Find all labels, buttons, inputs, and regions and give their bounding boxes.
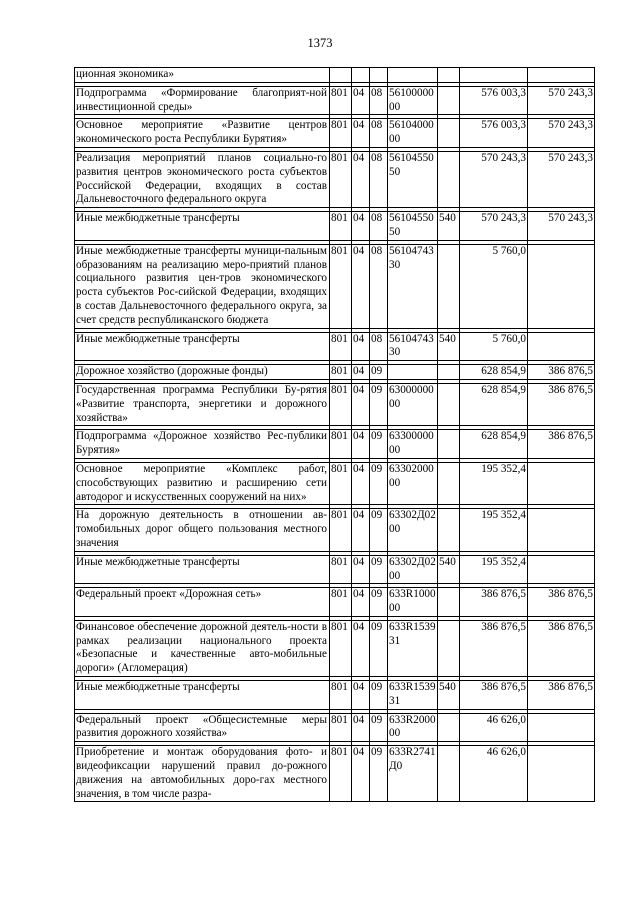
- code-subsection: 08: [370, 86, 388, 115]
- code-subsection: 09: [370, 746, 388, 802]
- code-subsection: 09: [370, 620, 388, 676]
- table-row: [75, 151, 595, 207]
- code-subsection: 09: [370, 588, 388, 617]
- code-subsection: 09: [370, 430, 388, 459]
- code-expense-type: 540: [438, 555, 460, 584]
- row-name: Иные межбюджетные трансферты: [75, 212, 330, 241]
- amount-year-1: 195 352,4: [460, 555, 528, 584]
- code-section: 04: [352, 151, 370, 207]
- row-name: Государственная программа Республики Бу-рятия «Развитие транспорта, энергетики и дорожного хозяйства»: [75, 383, 330, 425]
- code-target: [388, 68, 438, 83]
- amount-year-1: 628 854,9: [460, 383, 528, 425]
- code-ved: 801: [330, 86, 352, 115]
- amount-year-2: [528, 746, 595, 802]
- table-row: [75, 332, 595, 361]
- code-ved: 801: [330, 462, 352, 504]
- code-subsection: 09: [370, 555, 388, 584]
- table-row: [75, 365, 595, 380]
- code-ved: 801: [330, 332, 352, 361]
- table-row: [75, 462, 595, 504]
- table-row: [75, 713, 595, 742]
- amount-year-2: 386 876,5: [528, 383, 595, 425]
- code-section: 04: [352, 383, 370, 425]
- table-row: [75, 555, 595, 584]
- row-name: ционная экономика»: [75, 68, 330, 83]
- amount-year-1: 386 876,5: [460, 588, 528, 617]
- amount-year-1: 195 352,4: [460, 462, 528, 504]
- table-row: [75, 620, 595, 676]
- row-name: Основное мероприятие «Комплекс работ, способствующих развитию и расширению сети автодорог и искусственных сооружений на них»: [75, 462, 330, 504]
- code-target: 633R200000: [388, 713, 438, 742]
- code-target: 6300000000: [388, 383, 438, 425]
- code-ved: 801: [330, 119, 352, 148]
- code-section: 04: [352, 86, 370, 115]
- amount-year-1: 195 352,4: [460, 509, 528, 551]
- code-ved: 801: [330, 588, 352, 617]
- amount-year-1: 5 760,0: [460, 332, 528, 361]
- amount-year-1: 628 854,9: [460, 365, 528, 380]
- amount-year-2: [528, 244, 595, 328]
- row-name: Федеральный проект «Дорожная сеть»: [75, 588, 330, 617]
- table-row: [75, 68, 595, 83]
- amount-year-1: 5 760,0: [460, 244, 528, 328]
- amount-year-1: [460, 68, 528, 83]
- code-target: 63302Д0200: [388, 555, 438, 584]
- code-target: [388, 365, 438, 380]
- code-section: 04: [352, 462, 370, 504]
- amount-year-2: [528, 555, 595, 584]
- amount-year-2: [528, 68, 595, 83]
- code-expense-type: 540: [438, 332, 460, 361]
- code-target: 633R153931: [388, 681, 438, 710]
- code-ved: [330, 68, 352, 83]
- code-expense-type: [438, 119, 460, 148]
- amount-year-2: [528, 509, 595, 551]
- amount-year-1: 386 876,5: [460, 681, 528, 710]
- amount-year-2: 386 876,5: [528, 620, 595, 676]
- amount-year-1: 46 626,0: [460, 746, 528, 802]
- code-target: 63302Д0200: [388, 509, 438, 551]
- code-ved: 801: [330, 212, 352, 241]
- table-row: [75, 509, 595, 551]
- code-target: 5610474330: [388, 244, 438, 328]
- amount-year-2: 570 243,3: [528, 119, 595, 148]
- code-subsection: 08: [370, 119, 388, 148]
- code-ved: 801: [330, 713, 352, 742]
- code-ved: 801: [330, 383, 352, 425]
- code-ved: 801: [330, 746, 352, 802]
- amount-year-1: 570 243,3: [460, 212, 528, 241]
- table-row: [75, 86, 595, 115]
- row-name: Подпрограмма «Формирование благоприят-ной инвестиционной среды»: [75, 86, 330, 115]
- code-section: 04: [352, 588, 370, 617]
- code-expense-type: [438, 713, 460, 742]
- row-name: Основное мероприятие «Развитие центров экономического роста Республики Бурятия»: [75, 119, 330, 148]
- code-section: [352, 68, 370, 83]
- table-row: [75, 430, 595, 459]
- code-target: 5610400000: [388, 119, 438, 148]
- code-ved: 801: [330, 509, 352, 551]
- row-name: Иные межбюджетные трансферты: [75, 555, 330, 584]
- code-section: 04: [352, 244, 370, 328]
- amount-year-1: 570 243,3: [460, 151, 528, 207]
- code-expense-type: 540: [438, 681, 460, 710]
- code-expense-type: [438, 68, 460, 83]
- code-subsection: [370, 68, 388, 83]
- amount-year-2: 386 876,5: [528, 588, 595, 617]
- row-name: Дорожное хозяйство (дорожные фонды): [75, 365, 330, 380]
- table-row: [75, 212, 595, 241]
- code-subsection: 09: [370, 509, 388, 551]
- amount-year-2: [528, 332, 595, 361]
- code-expense-type: [438, 365, 460, 380]
- table-row: [75, 383, 595, 425]
- code-expense-type: [438, 244, 460, 328]
- code-ved: 801: [330, 244, 352, 328]
- code-section: 04: [352, 332, 370, 361]
- code-subsection: 09: [370, 462, 388, 504]
- code-subsection: 08: [370, 212, 388, 241]
- amount-year-1: 576 003,3: [460, 86, 528, 115]
- code-expense-type: [438, 588, 460, 617]
- code-subsection: 09: [370, 365, 388, 380]
- table-row: [75, 119, 595, 148]
- code-expense-type: [438, 86, 460, 115]
- amount-year-2: [528, 713, 595, 742]
- code-section: 04: [352, 365, 370, 380]
- code-subsection: 09: [370, 713, 388, 742]
- row-name: Иные межбюджетные трансферты муници-пальным образованиям на реализацию меро-приятий планов социального развития цен-тров экономического роста субъектов Рос-сийской Федерации, входящих в состав Дальневосточного федерального округа, за счет средств республиканского бюджета: [75, 244, 330, 328]
- table-row: [75, 244, 595, 328]
- code-section: 04: [352, 509, 370, 551]
- amount-year-1: 386 876,5: [460, 620, 528, 676]
- code-section: 04: [352, 119, 370, 148]
- code-section: 04: [352, 555, 370, 584]
- code-ved: 801: [330, 151, 352, 207]
- code-target: 5610455050: [388, 151, 438, 207]
- code-expense-type: 540: [438, 212, 460, 241]
- code-expense-type: [438, 430, 460, 459]
- code-target: 633R153931: [388, 620, 438, 676]
- row-name: На дорожную деятельность в отношении ав-томобильных дорог общего пользования местного значения: [75, 509, 330, 551]
- code-section: 04: [352, 713, 370, 742]
- code-section: 04: [352, 746, 370, 802]
- code-target: 5610474330: [388, 332, 438, 361]
- row-name: Реализация мероприятий планов социально-го развития центров экономического роста субъектов Российской Федерации, входящих в состав Дальневосточного федерального округа: [75, 151, 330, 207]
- row-name: Иные межбюджетные трансферты: [75, 332, 330, 361]
- code-target: 633R100000: [388, 588, 438, 617]
- row-name: Иные межбюджетные трансферты: [75, 681, 330, 710]
- code-target: 6330200000: [388, 462, 438, 504]
- code-expense-type: [438, 151, 460, 207]
- code-ved: 801: [330, 681, 352, 710]
- code-subsection: 08: [370, 244, 388, 328]
- code-expense-type: [438, 509, 460, 551]
- code-expense-type: [438, 383, 460, 425]
- amount-year-1: 628 854,9: [460, 430, 528, 459]
- code-subsection: 08: [370, 151, 388, 207]
- code-expense-type: [438, 462, 460, 504]
- code-subsection: 08: [370, 332, 388, 361]
- row-name: Федеральный проект «Общесистемные меры развития дорожного хозяйства»: [75, 713, 330, 742]
- code-ved: 801: [330, 430, 352, 459]
- code-target: 5610000000: [388, 86, 438, 115]
- code-subsection: 09: [370, 681, 388, 710]
- code-section: 04: [352, 681, 370, 710]
- amount-year-1: 46 626,0: [460, 713, 528, 742]
- row-name: Приобретение и монтаж оборудования фото- и видеофиксации нарушений правил до-рожного движения на автомобильных доро-гах местного значения, в том числе разра-: [75, 746, 330, 802]
- table-row: [75, 746, 595, 802]
- table-row: [75, 681, 595, 710]
- page-number: 1373: [307, 36, 333, 50]
- code-expense-type: [438, 746, 460, 802]
- row-name: Финансовое обеспечение дорожной деятель-ности в рамках реализации национального проекта «Безопасные и качественные авто-мобильные дороги» (Агломерация): [75, 620, 330, 676]
- code-expense-type: [438, 620, 460, 676]
- amount-year-2: 570 243,3: [528, 151, 595, 207]
- code-subsection: 09: [370, 383, 388, 425]
- amount-year-2: [528, 462, 595, 504]
- code-section: 04: [352, 430, 370, 459]
- budget-table: [74, 67, 595, 802]
- code-section: 04: [352, 620, 370, 676]
- amount-year-2: 386 876,5: [528, 430, 595, 459]
- code-target: 633R2741Д0: [388, 746, 438, 802]
- amount-year-2: 570 243,3: [528, 212, 595, 241]
- code-ved: 801: [330, 365, 352, 380]
- amount-year-2: 570 243,3: [528, 86, 595, 115]
- amount-year-2: 386 876,5: [528, 681, 595, 710]
- code-target: 5610455050: [388, 212, 438, 241]
- row-name: Подпрограмма «Дорожное хозяйство Рес-публики Бурятия»: [75, 430, 330, 459]
- amount-year-1: 576 003,3: [460, 119, 528, 148]
- code-target: 6330000000: [388, 430, 438, 459]
- amount-year-2: 386 876,5: [528, 365, 595, 380]
- code-ved: 801: [330, 620, 352, 676]
- code-section: 04: [352, 212, 370, 241]
- table-row: [75, 588, 595, 617]
- code-ved: 801: [330, 555, 352, 584]
